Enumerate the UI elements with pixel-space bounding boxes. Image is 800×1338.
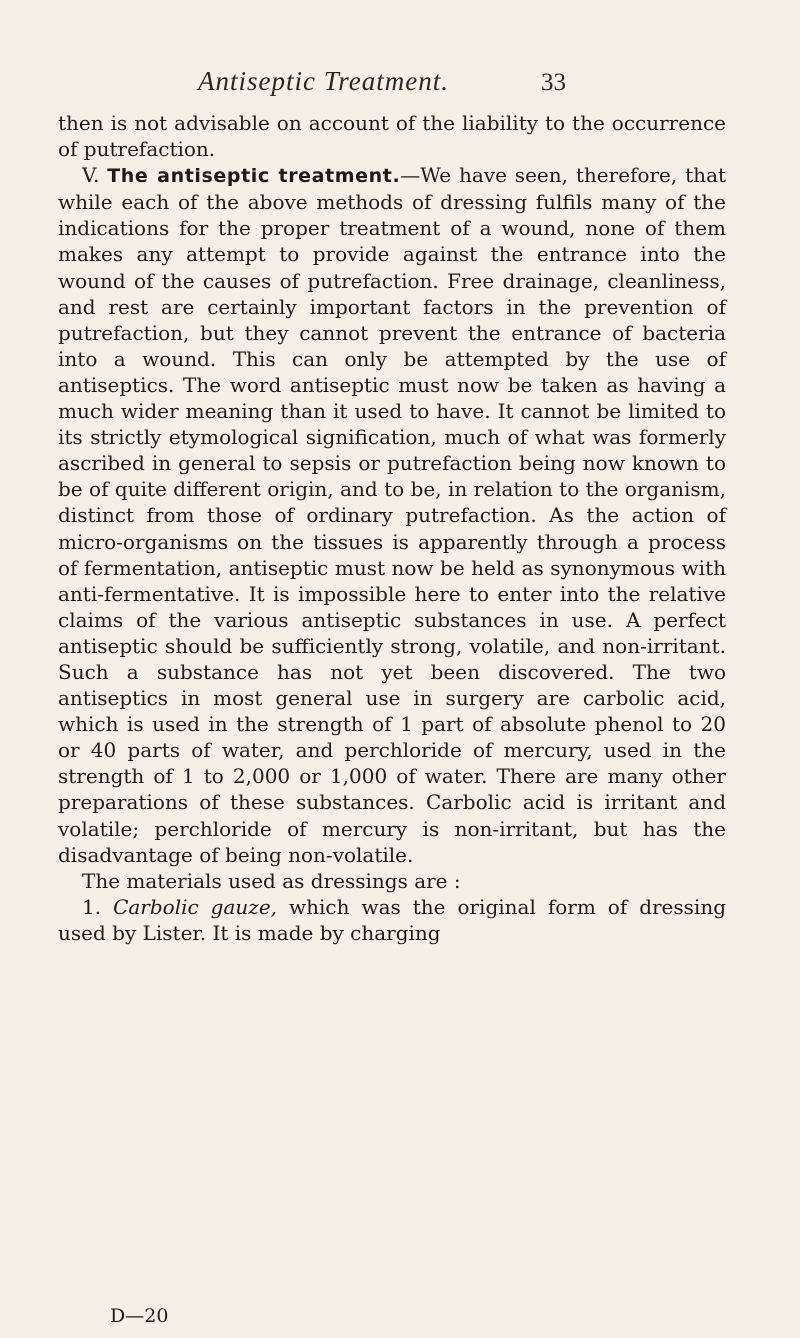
- list-item-text: which was the original form of dressing used by Lister. It is made by charging: [58, 894, 726, 945]
- section-text: —We have seen, therefore, that while each of the above methods of dressing fulfils many of the indications for the proper treatment of a wound, none of them makes any attempt to provide against the entrance into the wound of the causes of putrefaction. Free drainage, cleanliness, and rest are certainly important factors in the prevention of putrefaction, but they cannot prevent the entrance of bacteria into a wound. This can only be attempted by the use of antiseptics. The word antiseptic must now be taken as having a much wider meaning than it used to have. It cannot be limited to its strictly etymological signification, much of what was formerly ascribed in general to sepsis or putrefaction being now known to be of quite different origin, and to be, in relation to the organism, distinct from those of ordinary putrefaction. As the action of micro-organisms on the tissues is apparently through a process of fermentation, antiseptic must now be held as synonymous with anti-fermentative. It is impossible here to enter into the relative claims of the various antiseptic substances in use. A perfect antiseptic should be sufficiently strong, volatile, and non-irritant. Such a substance has not yet been discovered. The two antiseptics in most general use in surgery are carbolic acid, which is used in the strength of 1 part of absolute phenol to 20 or 40 parts of water, and perchloride of mercury, used in the strength of 1 to 2,000 or 1,000 of water. There are many other preparations of these substances. Carbolic acid is irritant and volatile; perchloride of mercury is non-irritant, but has the disadvantage of being non-volatile.: [58, 163, 727, 867]
- page-number: 33: [541, 69, 566, 96]
- running-head: [0, 66, 800, 96]
- materials-intro: The materials used as dressings are :: [82, 868, 461, 893]
- intro-paragraph: then is not advisable on account of the liability to the occurrence of putrefaction.: [58, 111, 726, 162]
- section-number: V.: [82, 163, 100, 188]
- list-item: [58, 894, 726, 946]
- section-paragraph: [58, 162, 726, 868]
- body-text: [58, 110, 726, 946]
- running-title: Antiseptic Treatment.: [198, 66, 449, 96]
- section-heading: The antiseptic treatment.: [107, 165, 401, 188]
- signature-mark: D—20: [110, 1305, 169, 1327]
- list-item-title: Carbolic gauze,: [113, 894, 278, 919]
- list-item-number: 1.: [82, 894, 102, 919]
